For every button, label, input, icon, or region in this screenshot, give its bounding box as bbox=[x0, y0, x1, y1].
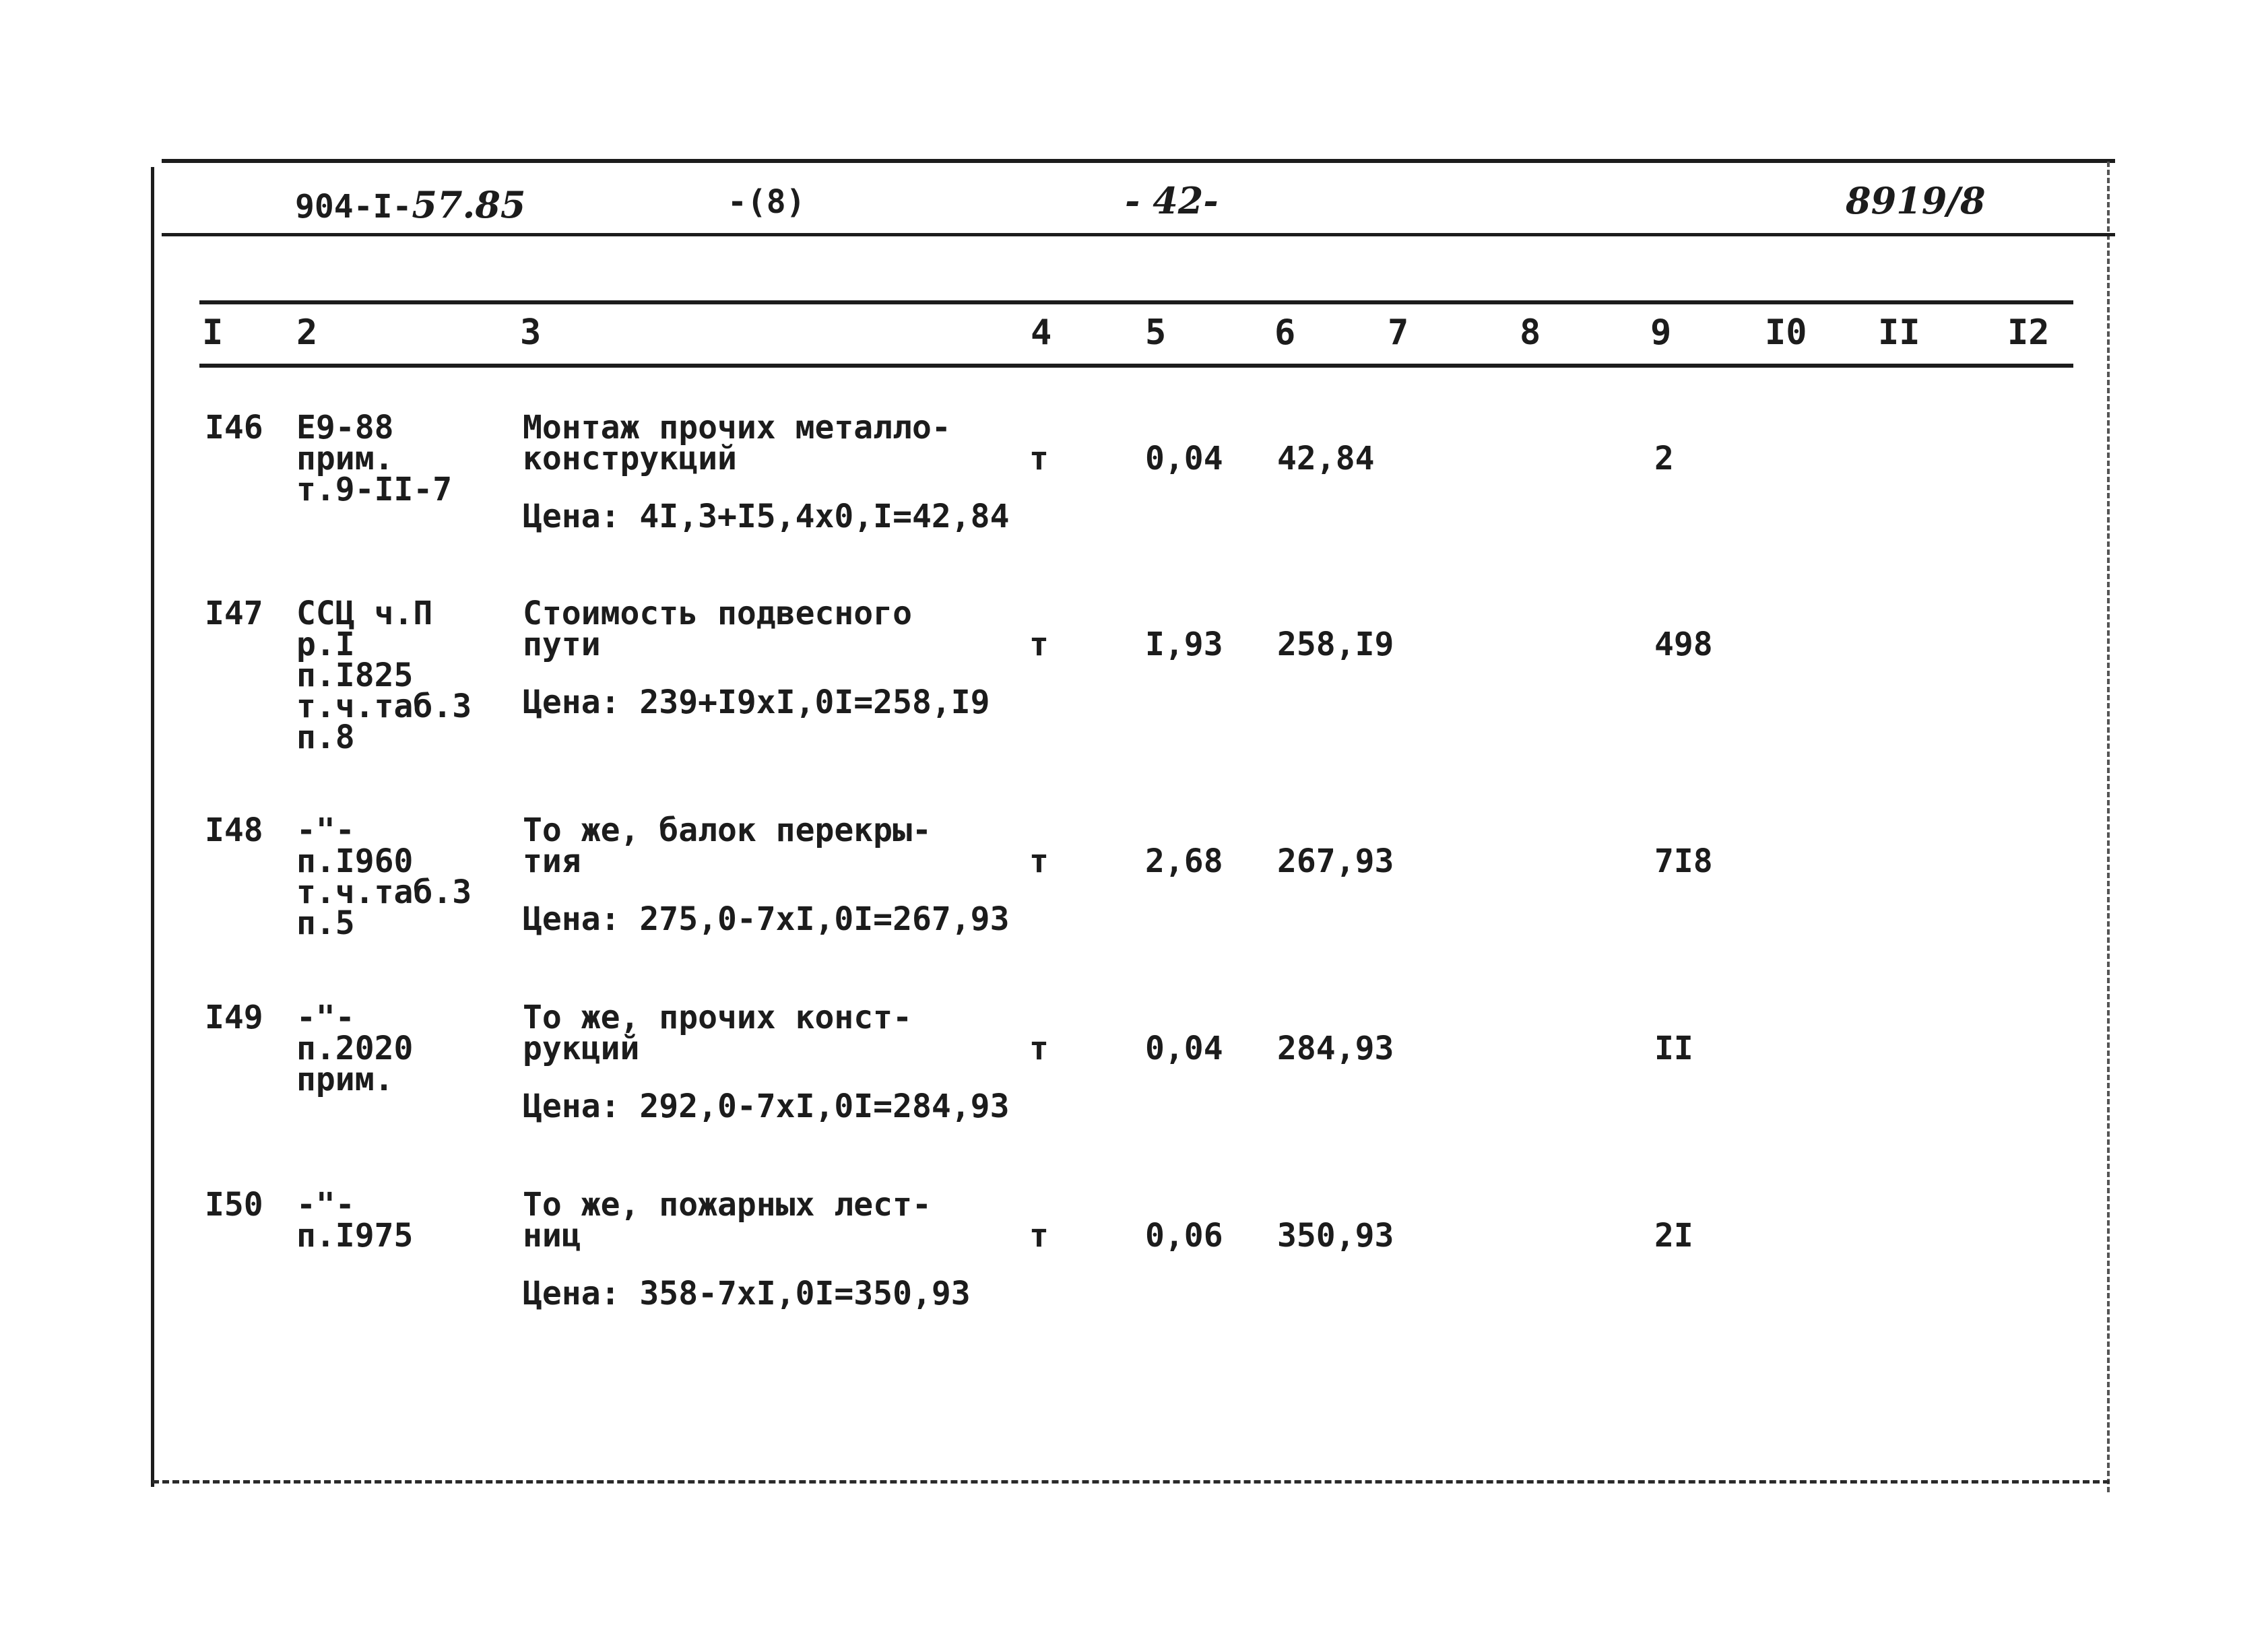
description-line: То же, пожарных лест- bbox=[523, 1186, 932, 1224]
reference-line: п.I825 bbox=[296, 657, 414, 694]
row-number: I49 bbox=[205, 999, 263, 1036]
total-cost: 2I bbox=[1654, 1217, 1693, 1255]
reference-line: п.5 bbox=[296, 904, 355, 942]
column-number-4: 4 bbox=[1031, 312, 1052, 353]
reference-code bbox=[296, 409, 453, 508]
unit-cost: 350,93 bbox=[1277, 1217, 1394, 1255]
frame-bottom-border bbox=[152, 1480, 2110, 1487]
work-description bbox=[523, 999, 912, 1067]
column-number-3: 3 bbox=[520, 312, 542, 353]
description-line: пути bbox=[523, 626, 601, 663]
description-line: ниц bbox=[523, 1217, 581, 1255]
description-line: Монтаж прочих металло- bbox=[523, 409, 951, 446]
work-description bbox=[523, 595, 912, 663]
reference-line: -"- bbox=[296, 999, 355, 1036]
description-line: тия bbox=[523, 842, 581, 880]
column-number-9: 9 bbox=[1650, 312, 1672, 353]
column-number-11: II bbox=[1878, 312, 1920, 353]
reference-code bbox=[296, 999, 414, 1098]
work-description bbox=[523, 1186, 932, 1255]
price-calculation: Цена: 292,0-7xI,0I=284,93 bbox=[523, 1088, 1010, 1125]
quantity: 0,04 bbox=[1145, 440, 1223, 477]
document-number-printed: 904-I- bbox=[295, 188, 412, 226]
price-calculation: Цена: 4I,3+I5,4x0,I=42,84 bbox=[523, 498, 1010, 535]
document-number-handwritten: 57.85 bbox=[412, 183, 526, 226]
unit-of-measure: т bbox=[1029, 626, 1049, 663]
work-description bbox=[523, 409, 951, 477]
total-cost: II bbox=[1654, 1030, 1693, 1067]
column-number-6: 6 bbox=[1274, 312, 1296, 353]
column-number-1: I bbox=[202, 312, 224, 353]
reference-line: п.2020 bbox=[296, 1030, 414, 1067]
document-number bbox=[295, 183, 525, 226]
column-number-7: 7 bbox=[1388, 312, 1409, 353]
column-number-5: 5 bbox=[1145, 312, 1167, 353]
page-number: - 42- bbox=[1125, 179, 1219, 222]
description-line: Стоимость подвесного bbox=[523, 595, 912, 632]
price-calculation: Цена: 275,0-7xI,0I=267,93 bbox=[523, 900, 1010, 938]
unit-of-measure: т bbox=[1029, 842, 1049, 880]
total-cost: 7I8 bbox=[1654, 842, 1713, 880]
quantity: I,93 bbox=[1145, 626, 1223, 663]
reference-code bbox=[296, 1186, 414, 1255]
reference-line: -"- bbox=[296, 1186, 355, 1224]
unit-of-measure: т bbox=[1029, 440, 1049, 477]
quantity: 0,04 bbox=[1145, 1030, 1223, 1067]
quantity: 2,68 bbox=[1145, 842, 1223, 880]
frame-right-border bbox=[2107, 162, 2112, 1492]
price-calculation: Цена: 358-7xI,0I=350,93 bbox=[523, 1275, 971, 1312]
reference-line: т.9-II-7 bbox=[296, 471, 453, 508]
column-number-12: I2 bbox=[2007, 312, 2050, 353]
description-line: рукций bbox=[523, 1030, 640, 1067]
unit-cost: 258,I9 bbox=[1277, 626, 1394, 663]
archive-stamp: 8919/8 bbox=[1846, 179, 1986, 222]
reference-line: п.8 bbox=[296, 719, 355, 756]
total-cost: 498 bbox=[1654, 626, 1713, 663]
table-header-bottom-rule bbox=[199, 364, 2073, 368]
unit-cost: 284,93 bbox=[1277, 1030, 1394, 1067]
reference-line: ССЦ ч.П bbox=[296, 595, 433, 632]
reference-line: прим. bbox=[296, 1061, 394, 1098]
price-calculation: Цена: 239+I9xI,0I=258,I9 bbox=[523, 684, 990, 721]
reference-line: п.I960 bbox=[296, 842, 414, 880]
reference-line: т.ч.таб.3 bbox=[296, 873, 472, 911]
reference-line: E9-88 bbox=[296, 409, 394, 446]
column-number-10: I0 bbox=[1765, 312, 1807, 353]
row-number: I47 bbox=[205, 595, 263, 632]
reference-line: р.I bbox=[296, 626, 355, 663]
reference-line: прим. bbox=[296, 440, 394, 477]
reference-code bbox=[296, 811, 472, 942]
reference-line: п.I975 bbox=[296, 1217, 414, 1255]
total-cost: 2 bbox=[1654, 440, 1674, 477]
reference-line: -"- bbox=[296, 811, 355, 849]
unit-of-measure: т bbox=[1029, 1030, 1049, 1067]
work-description bbox=[523, 811, 932, 880]
section-label: -(8) bbox=[727, 183, 806, 221]
row-number: I50 bbox=[205, 1186, 263, 1224]
header-divider bbox=[162, 233, 2115, 236]
description-line: То же, балок перекры- bbox=[523, 811, 932, 849]
frame-top-border bbox=[162, 159, 2115, 163]
reference-line: т.ч.таб.3 bbox=[296, 688, 472, 725]
unit-cost: 267,93 bbox=[1277, 842, 1394, 880]
column-number-8: 8 bbox=[1520, 312, 1541, 353]
table-header-top-rule bbox=[199, 300, 2073, 304]
row-number: I48 bbox=[205, 811, 263, 849]
unit-cost: 42,84 bbox=[1277, 440, 1375, 477]
row-number: I46 bbox=[205, 409, 263, 446]
reference-code bbox=[296, 595, 472, 756]
column-number-2: 2 bbox=[296, 312, 318, 353]
description-line: конструкций bbox=[523, 440, 737, 477]
frame-left-border bbox=[151, 167, 154, 1487]
unit-of-measure: т bbox=[1029, 1217, 1049, 1255]
quantity: 0,06 bbox=[1145, 1217, 1223, 1255]
description-line: То же, прочих конст- bbox=[523, 999, 912, 1036]
